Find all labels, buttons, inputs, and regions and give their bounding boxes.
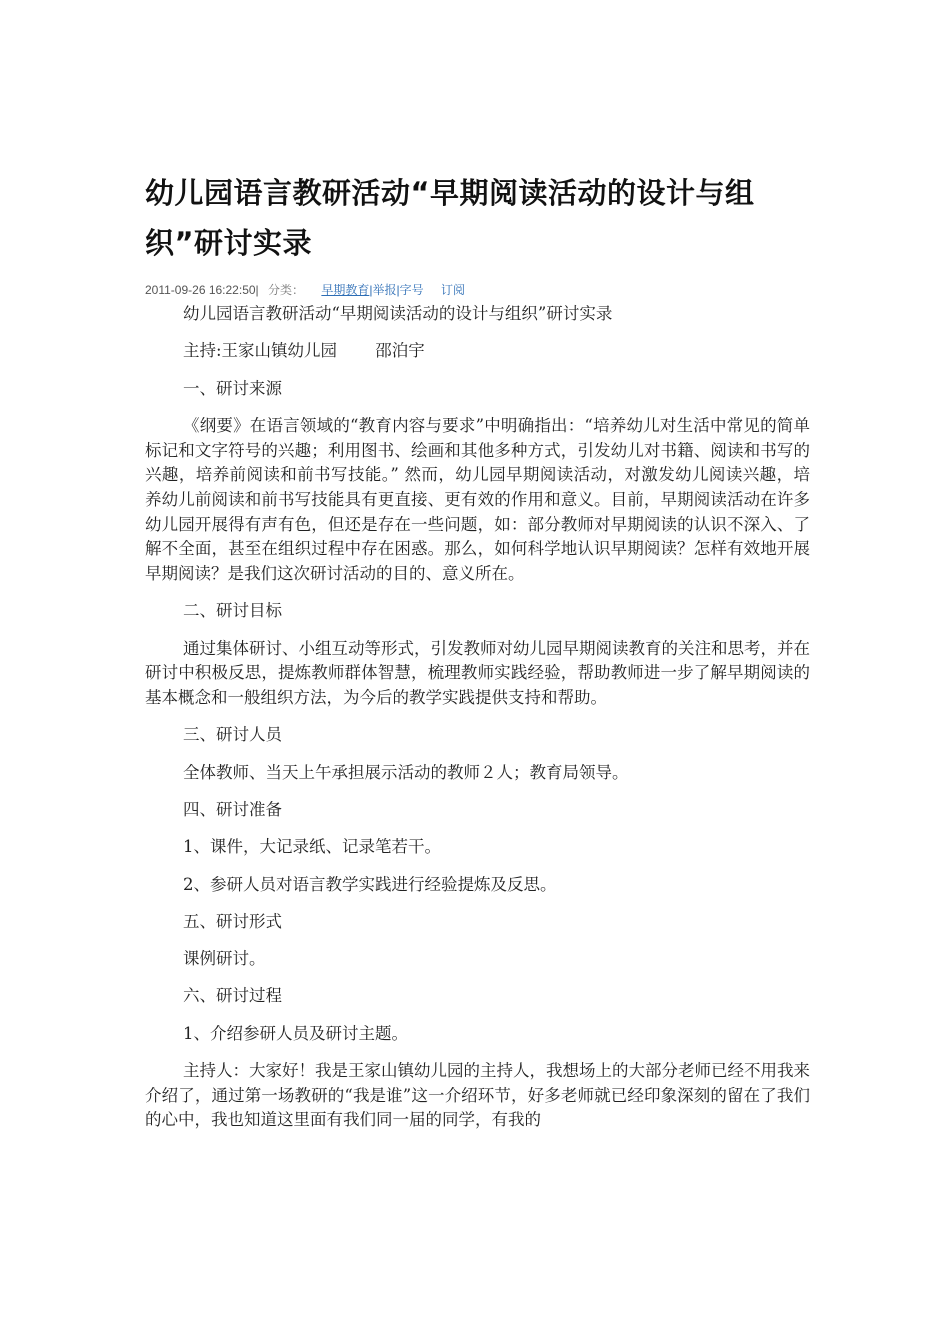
article-meta (145, 282, 810, 298)
article-body (145, 302, 810, 1133)
font-size-link[interactable]: 字号 (399, 283, 424, 297)
goals-paragraph: 通过集体研讨、小组互动等形式，引发教师对幼儿园早期阅读教育的关注和思考，并在研讨中积极反思，提炼教师群体智慧，梳理教师实践经验，帮助教师进一步了解早期阅读的基本概念和一般组织方法，为今后的教学实践提供支持和帮助。 (145, 638, 810, 708)
article-title: 幼儿园语言教研活动“早期阅读活动的设计与组织”研讨实录 (145, 176, 755, 260)
meta-separator: | (396, 283, 400, 297)
section-heading-preparation: 四、研讨准备 (183, 800, 282, 819)
process-item-1: 1、介绍参研人员及研讨主题。 (183, 1023, 408, 1043)
article (145, 168, 810, 1146)
meta-separator: | (369, 283, 373, 297)
format-paragraph: 课例研讨。 (183, 949, 266, 969)
report-link[interactable]: 举报 (372, 283, 397, 297)
section-heading-participants: 三、研讨人员 (183, 725, 282, 745)
host-speech-paragraph: 主持人：大家好！我是王家山镇幼儿园的主持人，我想场上的大部分老师已经不用我来介绍了，通过第一场教研的“我是谁”这一介绍环节，好多老师就已经印象深刻的留在了我们的心中，我也知道这里面有我们同一届的同学，有我的 (145, 1061, 810, 1130)
section-heading-format: 五、研讨形式 (183, 911, 282, 931)
section-heading-source: 一、研讨来源 (183, 378, 282, 398)
post-datetime: 2011-09-26 16:22:50| (145, 283, 259, 297)
source-paragraph: 《纲要》在语言领域的“教育内容与要求”中明确指出：“培养幼儿对生活中常见的简单标记和文字符号的兴趣；利用图书、绘画和其他多种方式，引发幼儿对书籍、阅读和书写的兴趣，培养前阅读和前书写技能。” 然而，幼儿园早期阅读活动，对激发幼儿阅读兴趣，培养幼儿前阅读和前书写技能具有更直接、更有效的作用和意义。目前，早期阅读活动在许多幼儿园开展得有声有色，但还是存在一些问题，如：部分教师对早期阅读的认识不深入、了解不全面，甚至在组织过程中存在困惑。那么，如何科学地认识早期阅读？怎样有效地开展早期阅读？是我们这次研讨活动的目的、意义所在。 (145, 415, 810, 584)
preparation-item-2: 2、参研人员对语言教学实践进行经验提炼及反思。 (183, 874, 557, 894)
participants-paragraph: 全体教师、当天上午承担展示活动的教师２人；教育局领导。 (183, 762, 629, 782)
subscribe-link[interactable]: 订阅 (441, 283, 466, 297)
section-heading-process: 六、研讨过程 (183, 986, 282, 1006)
category-label: 分类： (268, 283, 305, 297)
section-heading-goals: 二、研讨目标 (183, 601, 282, 621)
host-line: 主持:王家山镇幼儿园 邵泊宇 (183, 341, 425, 361)
body-paragraph-heading: 幼儿园语言教研活动“早期阅读活动的设计与组织”研讨实录 (183, 304, 613, 323)
preparation-item-1: 1、课件，大记录纸、记录笔若干。 (183, 837, 441, 857)
category-link[interactable]: 早期教育 (321, 283, 370, 297)
